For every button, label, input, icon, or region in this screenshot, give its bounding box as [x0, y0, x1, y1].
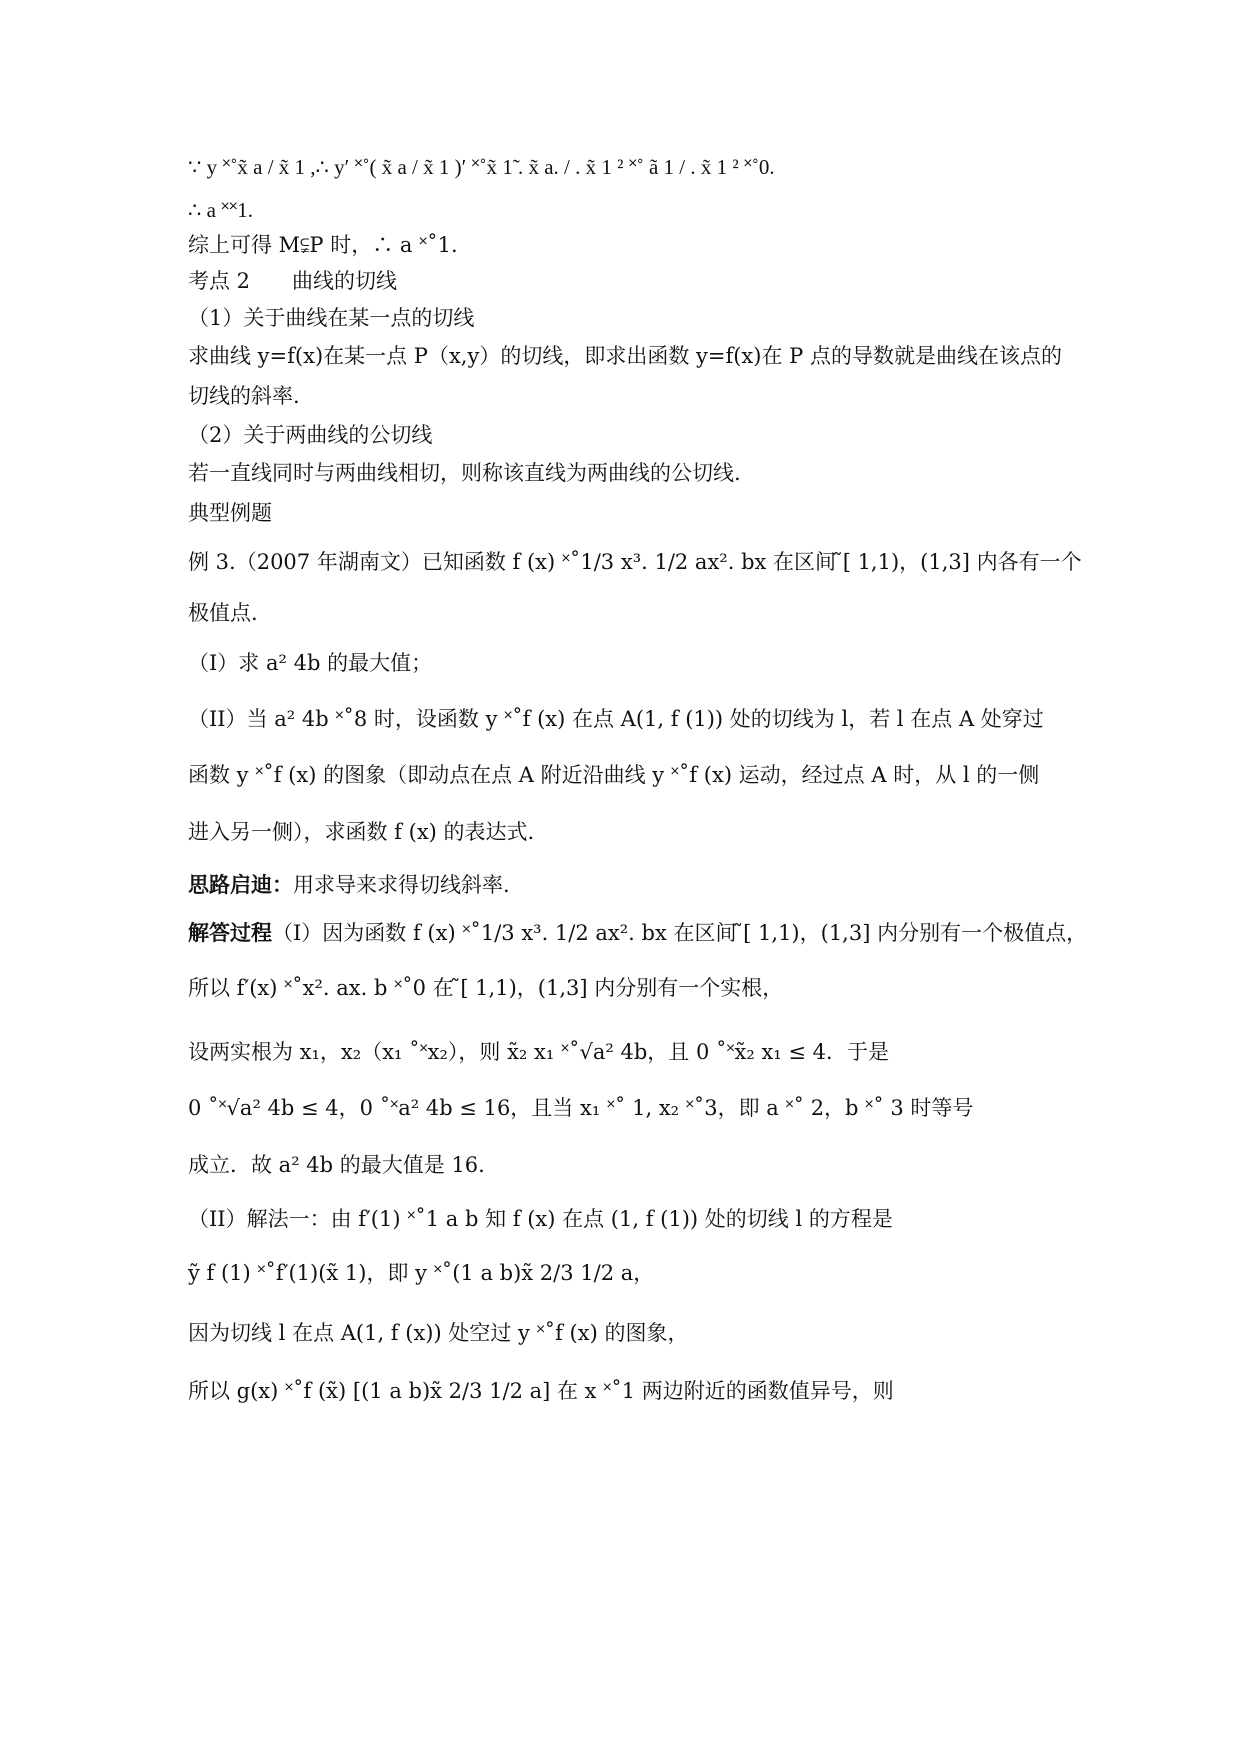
line-text: 因为切线 l 在点 A(1, f (x)) 处空过 y ˟˚f (x) 的图象， [188, 1321, 689, 1345]
text-line-17 [188, 870, 510, 900]
line-text: 所以 g(x) ˟˚f (x̃) [(1 a b)x̃ 2/3 1/2 a] 在 x ˟˚1 两边附近的函数值异号，则 [188, 1379, 894, 1403]
text-line-1 [188, 152, 775, 182]
line-text: 求曲线 y=f(x)在某一点 P（x,y）的切线，即求出函数 y=f(x)在 P 点的导数就是曲线在该点的 [188, 344, 1062, 368]
text-line-22 [188, 1150, 485, 1180]
line-text: 成立．故 a² 4b 的最大值是 16. [188, 1153, 485, 1177]
line-text: 0 ˚˟√a² 4b ≤ 4，0 ˚˟a² 4b ≤ 16，且当 x₁ ˟˚ 1, x₂ ˟˚3，即 a ˟˚ 2，b ˟˚ 3 时等号 [188, 1096, 974, 1120]
line-text: 极值点. [188, 601, 258, 625]
line-text: 函数 y ˟˚f (x) 的图象（即动点在点 A 附近沿曲线 y ˟˚f (x) 运动，经过点 A 时，从 l 的一侧 [188, 763, 1040, 787]
answer-text: （I）因为函数 f (x) ˟˚1/3 x³. 1/2 ax². bx 在区间 ̃[ 1,1)，(1,3] 内分别有一个极值点， [272, 921, 1088, 945]
text-line-14 [188, 704, 1044, 734]
text-line-18 [188, 918, 1087, 948]
text-line-13 [188, 648, 432, 678]
line-text: 若一直线同时与两曲线相切，则称该直线为两曲线的公切线. [188, 461, 741, 485]
line-text: （II）当 a² 4b ˟˚8 时，设函数 y ˟˚f (x) 在点 A(1, f (1)) 处的切线为 l，若 l 在点 A 处穿过 [188, 707, 1044, 731]
text-line-23 [188, 1204, 893, 1234]
line-text: 综上可得 M⫋P 时，∴ a ˟˚1. [188, 233, 458, 257]
line-text: 切线的斜率. [188, 384, 300, 408]
text-line-5 [188, 303, 474, 333]
text-line-26 [188, 1376, 894, 1406]
line-text: 所以 f′(x) ˟˚x². ax. b ˟˚0 在 ̃[ 1,1)，(1,3] 内分别有一个实根， [188, 976, 784, 1000]
text-line-9 [188, 458, 741, 488]
line-text: 典型例题 [188, 501, 272, 525]
text-line-15 [188, 760, 1039, 790]
line-text: （2）关于两曲线的公切线 [188, 423, 433, 447]
text-line-3 [188, 230, 458, 260]
text-line-7 [188, 381, 300, 411]
hint-text: 用求导来求得切线斜率. [293, 873, 510, 897]
line-text: （II）解法一：由 f′(1) ˟˚1 a b 知 f (x) 在点 (1, f (1)) 处的切线 l 的方程是 [188, 1207, 893, 1231]
line-text: ∴ a ˟˟1. [188, 198, 253, 222]
text-line-20 [188, 1037, 889, 1067]
text-line-10 [188, 498, 272, 528]
text-line-19 [188, 973, 783, 1003]
text-line-25 [188, 1318, 688, 1348]
text-line-8 [188, 420, 432, 450]
line-text: 例 3.（2007 年湖南文）已知函数 f (x) ˟˚1/3 x³. 1/2 ax². bx 在区间 ̃[ 1,1)，(1,3] 内各有一个 [188, 550, 1082, 574]
line-text: ỹ f (1) ˟˚f′(1)(x̃ 1)，即 y ˟˚(1 a b)x̃ 2/3 1/2 a， [188, 1261, 655, 1285]
text-line-24 [188, 1258, 654, 1288]
text-line-2 [188, 195, 253, 225]
text-line-21 [188, 1093, 973, 1123]
line-text: （I）求 a² 4b 的最大值； [188, 651, 433, 675]
line-text: 进入另一侧），求函数 f (x) 的表达式. [188, 820, 535, 844]
text-line-11 [188, 547, 1082, 577]
line-text: （1）关于曲线在某一点的切线 [188, 306, 475, 330]
line-text: 解答过程 [188, 920, 272, 945]
line-text: 考点 2 曲线的切线 [188, 269, 398, 293]
text-line-16 [188, 817, 534, 847]
line-text: ∵ y ˟˚x̃ a / x̃ 1 ,∴ y′ ˟˚( x̃ a / x̃ 1 )′ ˟˚x̃ 1̃ . x̃ a. / . x̃ 1 ² ˟˚ ã 1 / . x̃ 1 ² ˟˚0. [188, 155, 775, 179]
text-line-6 [188, 341, 1062, 371]
text-line-12 [188, 598, 258, 628]
text-line-4 [188, 266, 397, 296]
line-text: 设两实根为 x₁，x₂（x₁ ˚˟x₂），则 x̃₂ x₁ ˟˚√a² 4b，且 0 ˚˟x̃₂ x₁ ≤ 4．于是 [188, 1040, 890, 1064]
line-text: 思路启迪： [188, 872, 293, 897]
